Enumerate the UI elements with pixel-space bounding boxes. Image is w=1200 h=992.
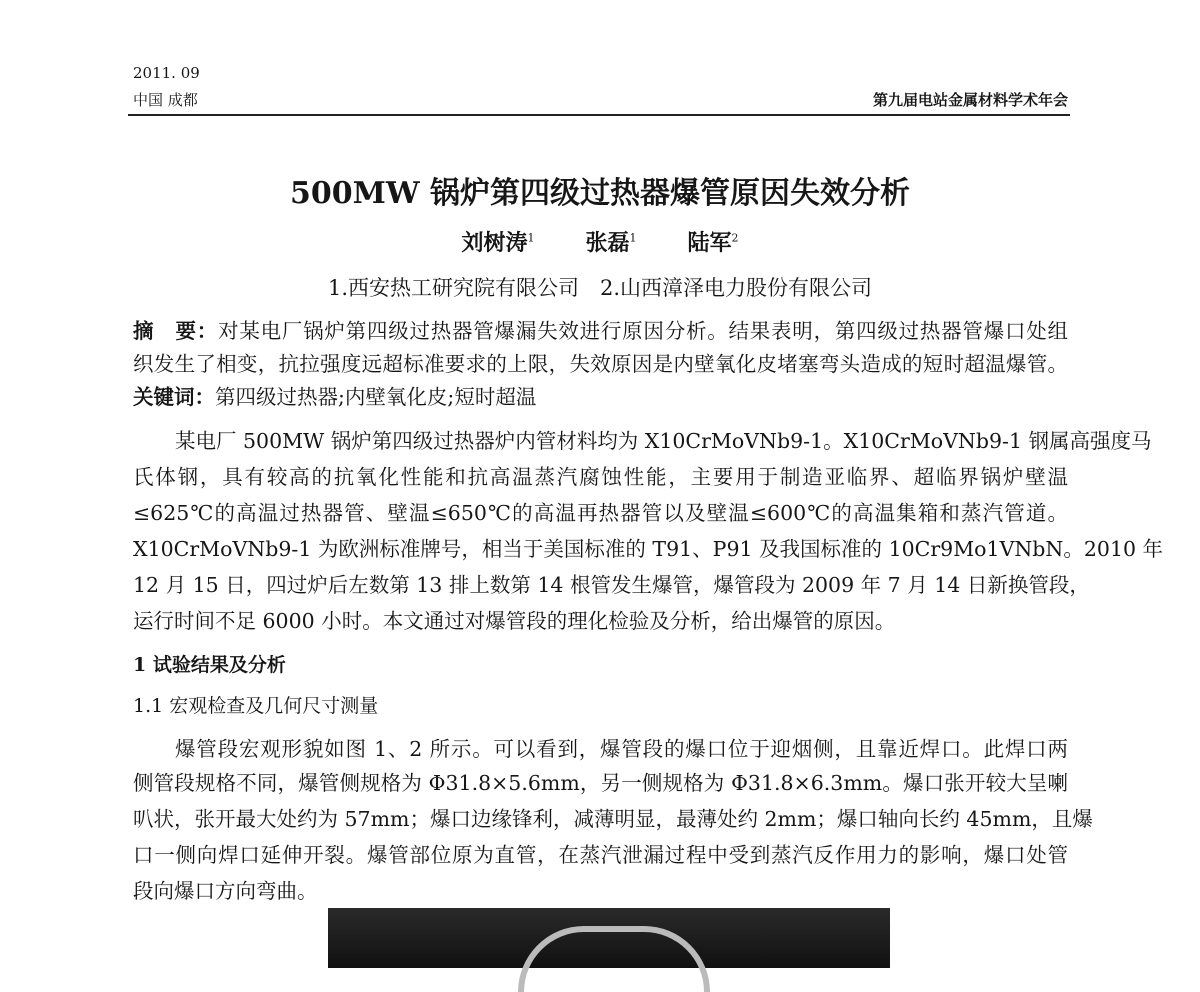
author: 陆军$^2$ [687,230,739,256]
body-line: 12 月 15 日，四过炉后左数第 13 排上数第 14 根管发生爆管，爆管段为 2009 年 7 月 14 日新换管段， [133,573,1090,597]
header-date: 2011. 09 [133,64,200,82]
section-heading: 1 试验结果及分析 [133,654,286,676]
body-line: 爆管段宏观形貌如图 1、2 所示。可以看到，爆管段的爆口位于迎烟侧，且靠近焊口。此焊口两 [175,737,1068,761]
body-line: X10CrMoVNb9-1 为欧洲标准牌号，相当于美国标准的 T91、P91 及我国标准的 10Cr9Mo1VNbN。2010 年 [133,537,1164,561]
body-line: 叭状，张开最大处约为 57mm；爆口边缘锋利，减薄明显，最薄处约 2mm；爆口轴向长约 45mm，且爆 [133,807,1093,831]
tube-shape [518,926,710,992]
header-conference: 第九届电站金属材料学术年会 [872,91,1068,109]
author: 张磊$^1$ [585,230,637,256]
body-line: 口一侧向焊口延伸开裂。爆管部位原为直管，在蒸汽泄漏过程中受到蒸汽反作用力的影响，爆口处管 [133,843,1068,867]
authors [0,226,1200,257]
keywords: 关键词：第四级过热器;内壁氧化皮;短时超温 [133,385,537,409]
header-rule [128,114,1070,116]
header-location: 中国 成都 [133,91,198,109]
subsection-heading: 1.1 宏观检查及几何尺寸测量 [133,695,379,717]
body-line: 运行时间不足 6000 小时。本文通过对爆管段的理化检验及分析，给出爆管的原因。 [133,609,896,633]
body-line: ≤625℃的高温过热器管、壁温≤650℃的高温再热器管以及壁温≤600℃的高温集箱和蒸汽管道。 [133,501,1068,525]
paper-title: 500MW 锅炉第四级过热器爆管原因失效分析 [290,176,910,211]
author: 刘树涛$^1$ [461,230,535,256]
body-line: 侧管段规格不同，爆管侧规格为 Φ31.8×5.6mm，另一侧规格为 Φ31.8×6.3mm。爆口张开较大呈喇 [133,771,1068,795]
abstract-line: 摘 要：对某电厂锅炉第四级过热器管爆漏失效进行原因分析。结果表明，第四级过热器管爆口处组 [133,319,1069,343]
figure-photo [328,908,890,968]
body-line: 氏体钢，具有较高的抗氧化性能和抗高温蒸汽腐蚀性能，主要用于制造亚临界、超临界锅炉壁温 [133,465,1068,489]
body-line: 段向爆口方向弯曲。 [133,879,318,903]
body-line: 某电厂 500MW 锅炉第四级过热器炉内管材料均为 X10CrMoVNb9-1。X10CrMoVNb9-1 钢属高强度马 [175,429,1152,453]
affiliations: 1.西安热工研究院有限公司 2.山西漳泽电力股份有限公司 [327,276,873,300]
abstract-line: 织发生了相变，抗拉强度远超标准要求的上限，失效原因是内壁氧化皮堵塞弯头造成的短时超温爆管。 [133,352,1068,376]
